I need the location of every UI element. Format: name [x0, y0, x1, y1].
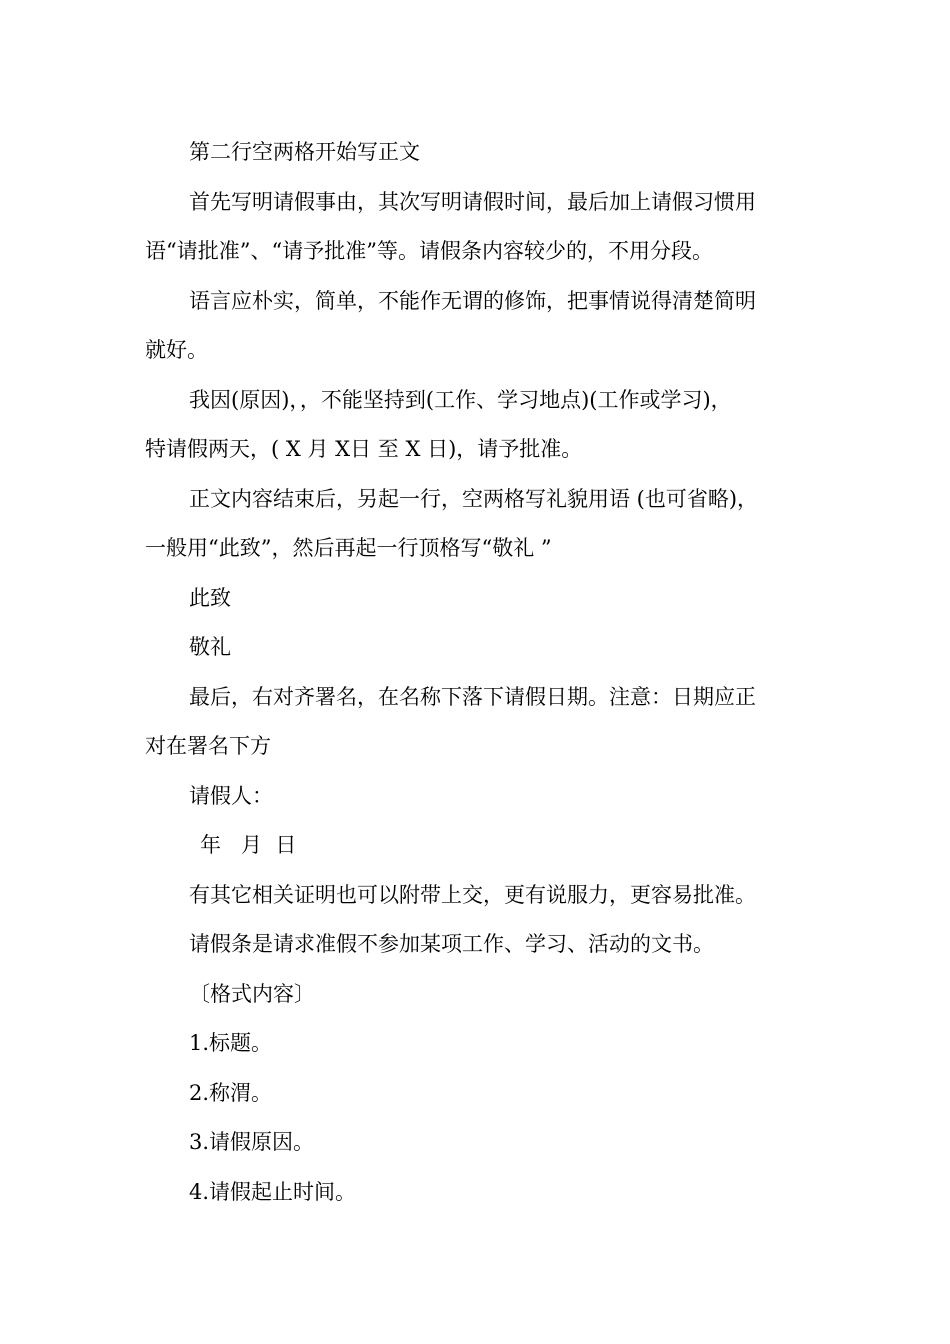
paragraph-line: 就好。: [145, 338, 208, 362]
paragraph-line: 对在署名下方: [145, 734, 271, 758]
paragraph-line: 语“请批准”、“请予批准”等。请假条内容较少的，不用分段。: [145, 239, 713, 263]
paragraph-line: 我因(原因)，，不能坚持到(工作、学习地点)(工作或学习)，: [189, 387, 732, 412]
list-item: 4.请假起止时间。: [189, 1179, 357, 1204]
paragraph-line: 最后，右对齐署名，在名称下落下请假日期。注意：日期应正: [189, 684, 756, 709]
closing-phrase: 此致: [189, 585, 231, 610]
signature-label: 请假人：: [189, 783, 273, 808]
paragraph-line: 请假条是请求准假不参加某项工作、学习、活动的文书。: [189, 932, 714, 956]
salutation: 敬礼: [189, 635, 231, 659]
paragraph-line: 第二行空两格开始写正文: [189, 140, 420, 164]
paragraph-line: 首先写明请假事由，其次写明请假时间，最后加上请假习惯用: [189, 189, 756, 214]
paragraph-line: 正文内容结束后，另起一行，空两格写礼貌用语 (也可省略)，: [189, 486, 759, 511]
list-item: 2.称渭。: [189, 1080, 273, 1105]
list-item: 3.请假原因。: [189, 1130, 315, 1154]
paragraph-line: 有其它相关证明也可以附带上交，更有说服力，更容易批准。: [189, 882, 756, 907]
paragraph-line: 语言应朴实，简单，不能作无谓的修饰，把事情说得清楚简明: [189, 288, 756, 313]
paragraph-line: 一般用“此致”，然后再起一行顶格写“敬礼 ”: [145, 536, 552, 560]
list-item: 1.标题。: [189, 1031, 273, 1055]
date-line: 年 月 日: [200, 833, 297, 857]
section-heading: 〔格式内容〕: [189, 981, 315, 1006]
document-body: [145, 128, 815, 1217]
paragraph-line: 特请假两天，( X 月 X日 至 X 日)，请予批准。: [145, 437, 583, 461]
